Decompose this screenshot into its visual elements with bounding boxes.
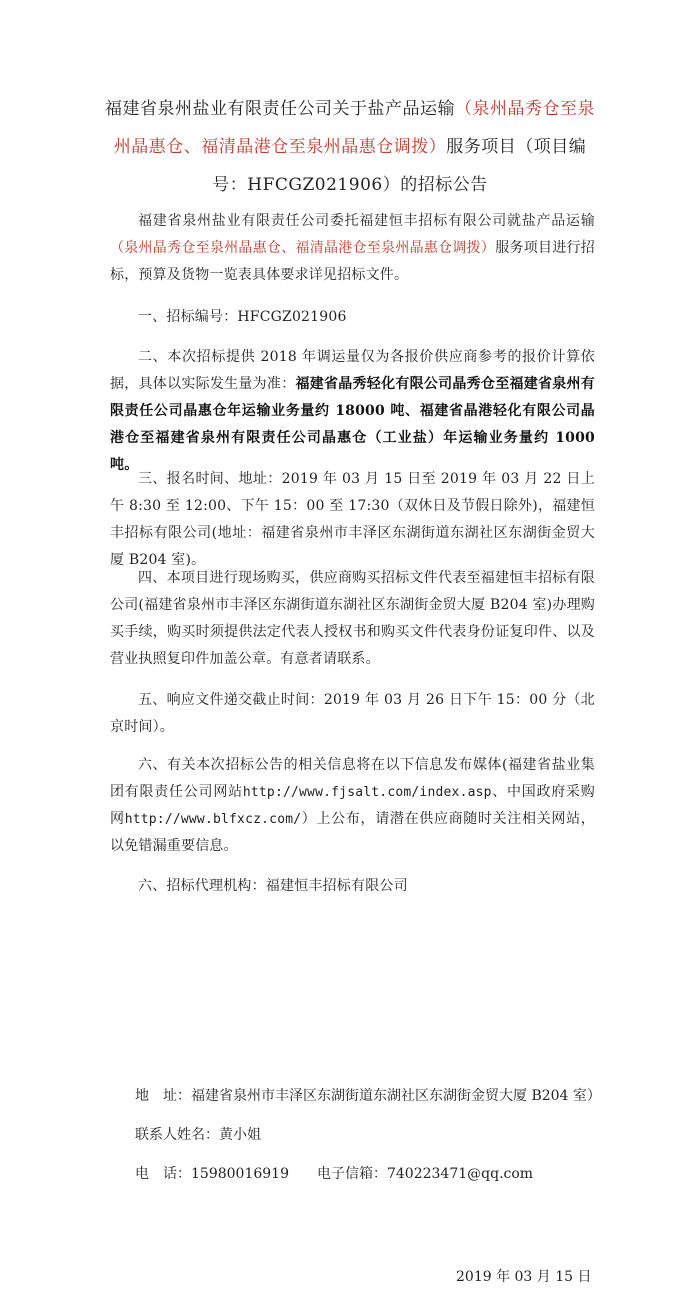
announcement-title: [100, 90, 600, 204]
blfxcz-url-link[interactable]: http://www.blfxcz.com/: [124, 812, 302, 827]
volume-intro-text: 二、本次招标提供 2018 年调运量仅为各报价供应商参考的报价计算依据，具体以实际发生量为准：: [110, 349, 595, 392]
purchase-item: 四、本项目进行现场购买，供应商购买招标文件代表至福建恒丰招标有限公司(福建省泉州市丰泽区东湖街道东湖社区东湖街金贸大厦 B204 室)办理购买手续，购买时须提供法定代表人授权书和购买文件代表身份证复印件、以及营业执照复印件加盖公章。有意者请联系。: [110, 570, 595, 667]
deadline-item: 五、响应文件递交截止时间：2019 年 03 月 26 日下午 15：00 分（北京时间）。: [110, 692, 595, 735]
intro-text-part1: 福建省泉州盐业有限责任公司委托福建恒丰招标有限公司就盐产品运输: [138, 213, 595, 229]
announcement-date: 2019 年 03 月 15 日: [456, 1269, 592, 1285]
title-text-part3: 服务项目（项目编号：HFCGZ021906）的招标公告: [212, 137, 587, 195]
registration-item: 三、报名时间、地址：2019 年 03 月 15 日至 2019 年 03 月 22 日上午 8:30 至 12:00、下午 15：00 至 17:30（双休日及节假日除外)，福建恒丰招标有限公司(地址：福建省泉州市丰泽区东湖街道东湖社区东湖街金贸大厦 B204 室)。: [110, 471, 595, 568]
publication-text-part1: 六、有关本次招标公告的相关信息将在以下信息发布媒体(福建省盐业集团有限责任公司网站: [110, 757, 595, 800]
footer-phone-email: 电 话：15980016919 电子信箱：740223471@qq.com: [135, 1166, 534, 1182]
footer-address: 地 址：福建省泉州市丰泽区东湖街道东湖社区东湖街金贸大厦 B204 室）: [135, 1088, 601, 1104]
footer-contact-name: 联系人姓名：黄小姐: [135, 1127, 261, 1143]
intro-text-part3: 服务项目进行招标，预算及货物一览表具体要求详见招标文件。: [110, 240, 596, 283]
publication-text-part3: ）上公布，请潜在供应商随时关注相关网站，以免错漏重要信息。: [110, 811, 595, 854]
volume-item: [110, 344, 595, 479]
volume-bold-text: 福建省晶秀轻化有限公司晶秀仓至福建省泉州有限责任公司晶惠仓年运输业务量约 18000 吨、福建省晶港轻化有限公司晶港仓至福建省泉州有限责任公司晶惠仓（工业盐）年运输业务量约 1000 吨。: [110, 376, 595, 473]
fjsalt-url-link[interactable]: http://www.fjsalt.com/index.asp: [242, 785, 492, 800]
publication-text-part2: 、中国政府采购网: [110, 784, 595, 827]
title-route-highlight: （泉州晶秀仓至泉州晶惠仓、福清晶港仓至泉州晶惠仓调拨）: [113, 99, 595, 157]
tender-number-item: 一、招标编号：HFCGZ021906: [138, 309, 347, 325]
intro-route-highlight: （泉州晶秀仓至泉州晶惠仓、福清晶港仓至泉州晶惠仓调拨）: [110, 240, 496, 256]
title-text-part1: 福建省泉州盐业有限责任公司关于盐产品运输: [105, 99, 455, 119]
intro-paragraph: [110, 208, 595, 289]
agency-item: 六、招标代理机构：福建恒丰招标有限公司: [138, 878, 408, 894]
publication-item: [110, 752, 595, 860]
